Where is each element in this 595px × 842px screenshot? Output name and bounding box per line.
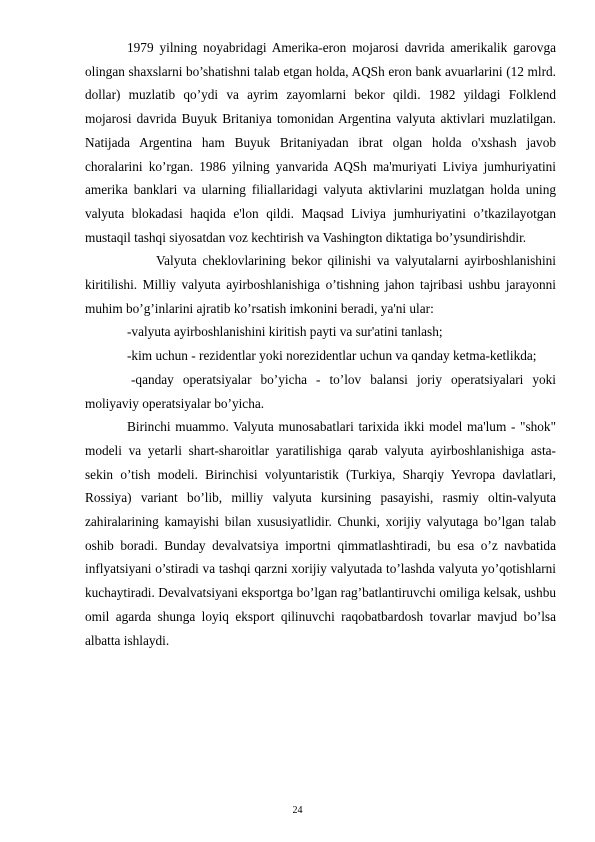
paragraph-convertibility-intro: Valyuta cheklovlarining bekor qilinishi va valyutalarni ayirboshlanishini kiritilishi. Milliy valyuta ayirboshlanishiga o’tishning jahon tajribasi ushbu jarayonni muhim bo’g’inlarini ajratib ko’rsatish imkonini beradi, ya'ni ular:: [85, 253, 556, 316]
page-number: 24: [292, 805, 303, 816]
document-body: [85, 36, 556, 652]
paragraph-sanctions-history: 1979 yilning noyabridagi Amerika-eron mojarosi davrida amerikalik garovga olingan shaxslarni bo’shatishni talab etgan holda, AQSh eron bank avuarlarini (12 mlrd. dollar) muzlatib qo’ydi va ayrim zayomlarni bekor qildi. 1982 yildagi Folklend mojarosi davrida Buyuk Britaniya tomonidan Argentina valyuta aktivlari muzlatilgan. Natijada Argentina ham Buyuk Britaniyadan ibrat olgan holda o'xshash javob choralarini ko’rgan. 1986 yilning yanvarida AQSh ma'muriyati Liviya jumhuriyatini amerika banklari va ularning filiallaridagi valyuta aktivlarini muzlatgan holda uning valyuta blokadasi haqida e'lon qildi. Maqsad Liviya jumhuriyatini o’tkazilayotgan mustaqil tashqi siyosatdan voz kechtirish va Vashington diktatiga bo’ysundirishdir.: [85, 40, 556, 245]
list-item-operations: -qanday operatsiyalar bo’yicha - to’lov balansi joriy operatsiyalari yoki moliyaviy operatsiyalar bo’yicha.: [85, 371, 556, 411]
list-item-timing: -valyuta ayirboshlanishini kiritish payti va sur'atini tanlash;: [127, 324, 443, 340]
paragraph-first-problem: Birinchi muammo. Valyuta munosabatlari tarixida ikki model ma'lum - "shok" modeli va yetarli shart-sharoitlar yaratilishiga qarab valyuta ayirboshlanishiga asta-sekin o’tish modeli. Birinchisi volyuntaristik (Turkiya, Sharqiy Yevropa davlatlari, Rossiya) variant bo’lib, milliy valyuta kursining pasayishi, rasmiy oltin-valyuta zahiralarining kamayishi bilan xususiyatlidir. Chunki, xorijiy valyutaga bo’lgan talab oshib boradi. Bunday devalvatsiya importni qimmatlashtiradi, bu esa o’z navbatida inflyatsiyani o’stiradi va tashqi qarzni xorijiy valyutada to’lashda valyuta yo’qotishlarni kuchaytiradi. Devalvatsiyani eksportga bo’lgan rag’batlantiruvchi omiliga kelsak, ushbu omil agarda shunga loyiq eksport qilinuvchi raqobatbardosh tovarlar mavjud bo’lsa albatta ishlaydi.: [85, 419, 556, 648]
list-item-residents: -kim uchun - rezidentlar yoki norezidentlar uchun va qanday ketma-ketlikda;: [127, 348, 537, 364]
